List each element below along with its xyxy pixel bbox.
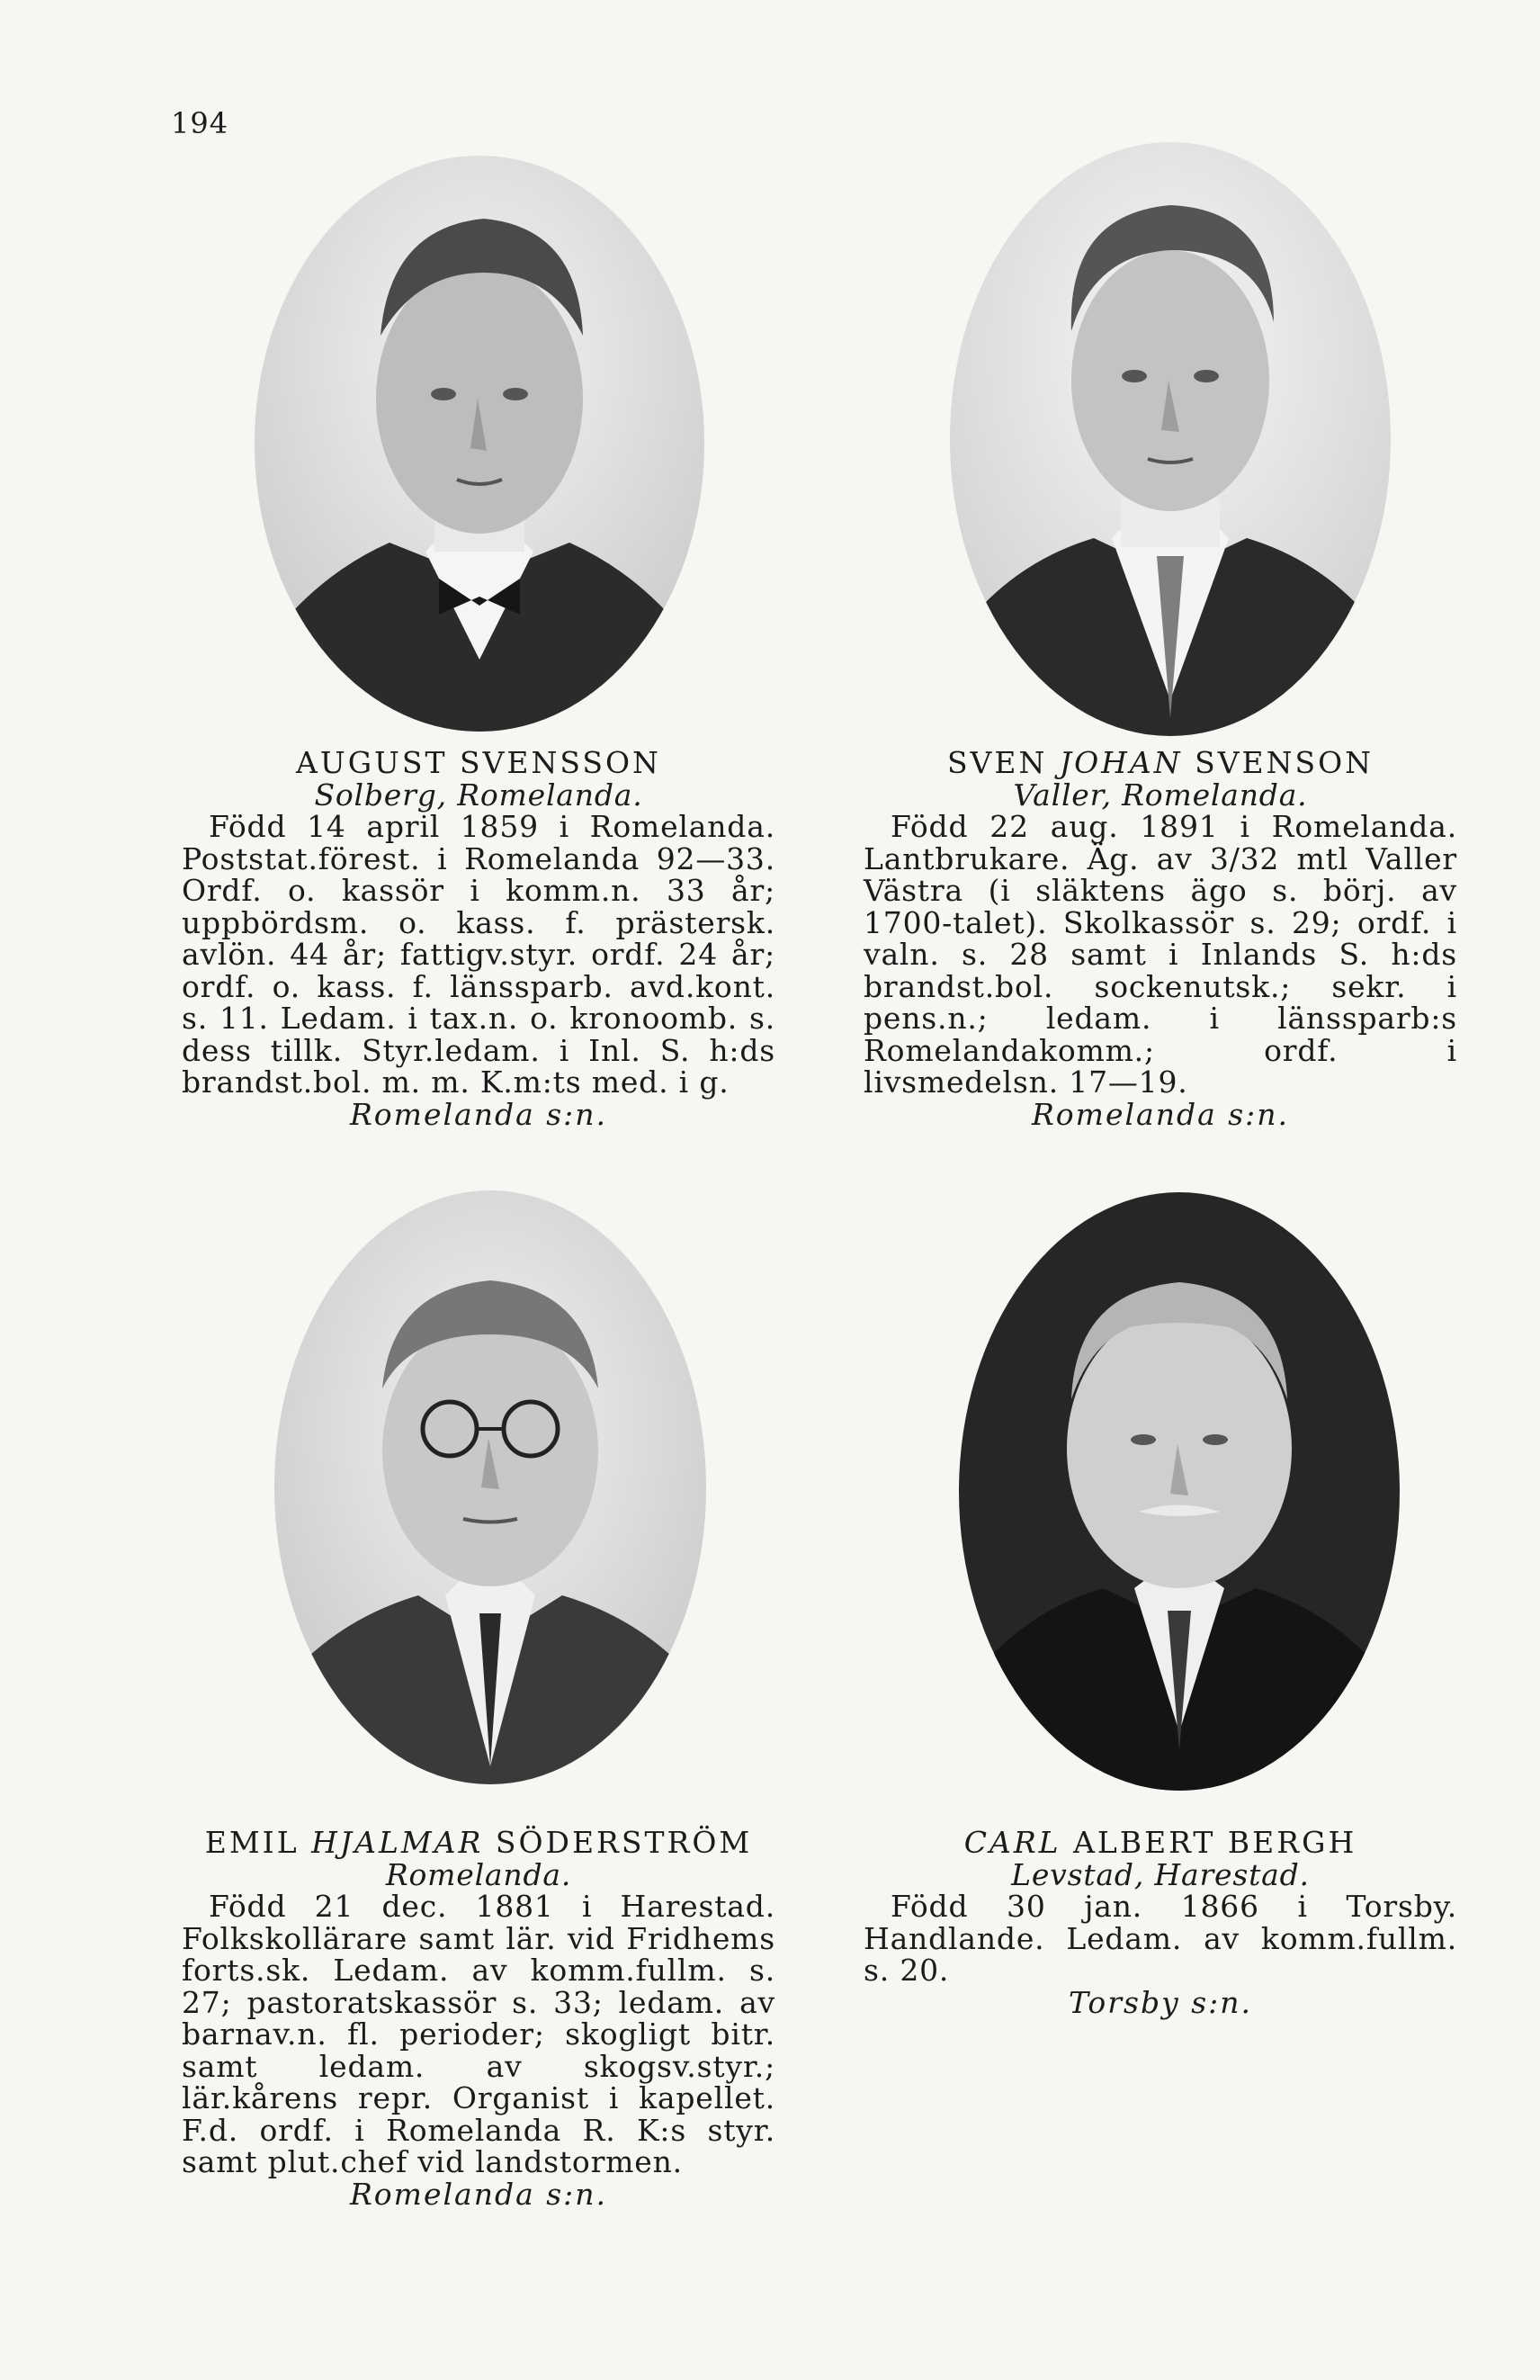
residence: Valler, Romelanda. [1013, 777, 1308, 813]
entry-emil-hjalmar-soderstrom [182, 1827, 775, 2210]
portrait-emil-hjalmar-soderstrom [274, 1190, 706, 1784]
parish-signature: Romelanda s:n. [1031, 1096, 1290, 1132]
parish-signature: Romelanda s:n. [349, 1096, 608, 1132]
person-name [864, 1827, 1457, 1859]
name-part-italic: CARL [963, 1825, 1061, 1860]
biography: Född 30 jan. 1866 i Torsby. Handlande. Ledam. av komm.fullm. s. 20. [864, 1889, 1457, 1988]
person-name [864, 747, 1457, 779]
residence: Levstad, Harestad. [1011, 1856, 1310, 1892]
entry-sven-johan-svenson [864, 747, 1457, 1130]
name-part: ALBERT BERGH [1061, 1825, 1357, 1860]
name-part: EMIL [204, 1825, 312, 1860]
portrait-carl-albert-bergh [959, 1192, 1400, 1791]
entry-august-svensson [182, 747, 775, 1130]
residence: Romelanda. [385, 1856, 572, 1892]
name-part: SVENSON [1182, 745, 1374, 780]
name-part-italic: JOHAN [1059, 745, 1183, 780]
person-name [182, 747, 775, 779]
name-part: SVEN [946, 745, 1060, 780]
name-part: SÖDERSTRÖM [483, 1825, 753, 1860]
portrait-sven-johan-svenson [950, 142, 1391, 736]
residence: Solberg, Romelanda. [314, 777, 643, 813]
person-name [182, 1827, 775, 1859]
name-part-italic: HJALMAR [311, 1825, 484, 1860]
biography: Född 22 aug. 1891 i Romelanda. Lantbrukare. Äg. av 3/32 mtl Valler Västra (i släktens ägo s. börj. av 1700-talet). Skolkassör s. 29; ordf. i valn. s. 28 samt i Inlands S. h:ds brandst.bol. sockenutsk.; sekr. i pens.n.; ledam. i länssparb:s Romelandakomm.; ordf. i livsmedelsn. 17—19. [864, 809, 1457, 1100]
page-number: 194 [171, 106, 229, 140]
parish-signature: Torsby s:n. [1068, 1984, 1253, 2020]
name-part: AUGUST SVENSSON [296, 745, 661, 780]
portrait-august-svensson [255, 156, 704, 732]
biography: Född 14 april 1859 i Romelanda. Poststat.förest. i Romelanda 92—33. Ordf. o. kassör i komm.n. 33 år; uppbördsm. o. kass. f. prästersk. avlön. 44 år; fattigv.styr. ordf. 24 år; ordf. o. kass. f. länssparb. avd.kont. s. 11. Ledam. i tax.n. o. kronoomb. s. dess tillk. Styr.ledam. i Inl. S. h:ds brandst.bol. m. m. K.m:ts med. i g. [182, 809, 775, 1100]
entry-carl-albert-bergh [864, 1827, 1457, 2018]
biography: Född 21 dec. 1881 i Harestad. Folkskollärare samt lär. vid Fridhems forts.sk. Ledam. av komm.fullm. s. 27; pastoratskassör s. 33; ledam. av barnav.n. fl. perioder; skogligt bitr. samt ledam. av skogsv.styr.; lär.kårens repr. Organist i kapellet. F.d. ordf. i Romelanda R. K:s styr. samt plut.chef vid landstormen. [182, 1889, 775, 2179]
parish-signature: Romelanda s:n. [349, 2176, 608, 2212]
